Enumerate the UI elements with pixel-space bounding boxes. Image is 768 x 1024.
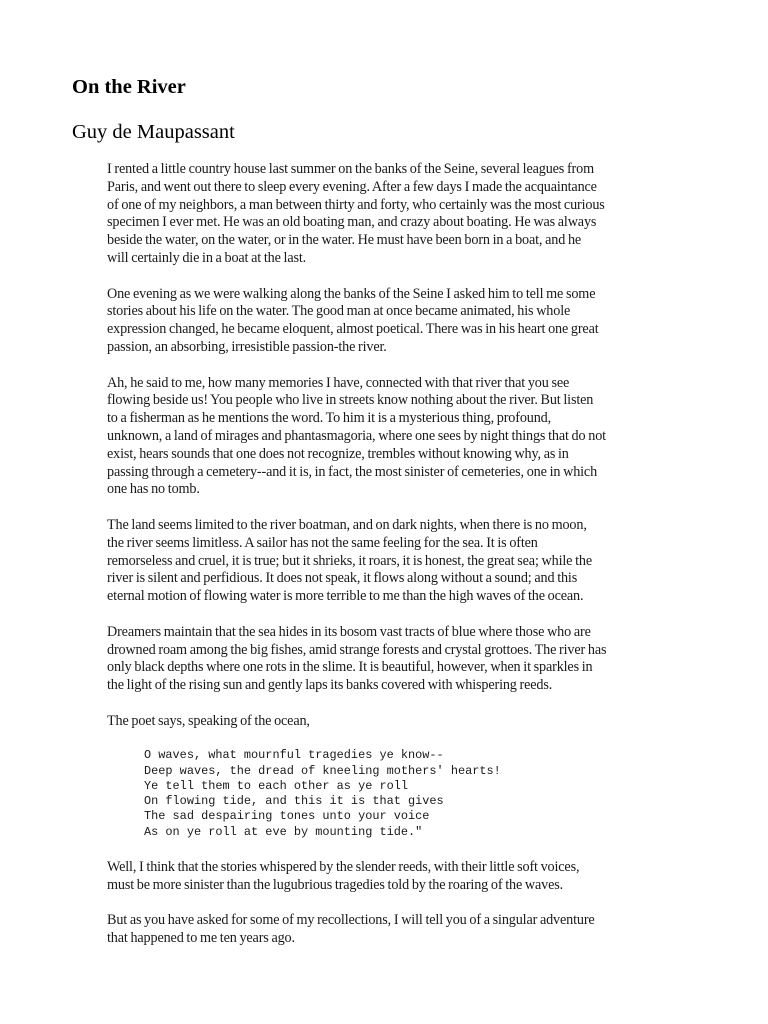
paragraph-7 [107,859,663,895]
text-line: the light of the rising sun and gently laps its banks covered with whispering reeds. [107,677,553,694]
text-line: flowing beside us! You people who live in streets know nothing about the river. But listen [107,392,594,409]
paragraph-3 [107,375,663,500]
text-line: one has no tomb. [107,481,200,498]
text-line: of one of my neighbors, a man between thirty and forty, who certainly was the most curious [107,196,605,213]
verse-line: Ye tell them to each other as ye roll [144,778,409,793]
text-line: The land seems limited to the river boatman, and on dark nights, when there is no moon, [107,516,587,533]
document-title: On the River [72,76,186,98]
paragraph-4 [107,517,663,606]
text-line: drowned roam among the big fishes, amid strange forests and crystal grottoes. The river has [107,641,607,658]
verse-line: O waves, what mournful tragedies ye know-- [144,748,444,763]
text-line: remorseless and cruel, it is true; but it shrieks, it roars, it is honest, the great sea; while the [107,552,592,569]
text-line: will certainly die in a boat at the last. [107,249,307,266]
text-line: passion, an absorbing, irresistible passion-the river. [107,338,387,355]
text-line: The poet says, speaking of the ocean, [107,712,310,729]
text-line: expression changed, he became eloquent, almost poetical. There was in his heart one great [107,321,599,338]
text-line: beside the water, on the water, or in the water. He must have been born in a boat, and he [107,232,582,249]
text-line: river is silent and perfidious. It does not speak, it flows along without a sound; and this [107,570,578,587]
verse-line: Deep waves, the dread of kneeling mothers' hearts! [144,763,501,778]
paragraph-2 [107,286,663,357]
text-line: only black depths where one rots in the slime. It is beautiful, however, when it sparkles in [107,659,593,676]
text-line: Ah, he said to me, how many memories I have, connected with that river that you see [107,374,570,391]
text-line: that happened to me ten years ago. [107,930,295,947]
verse-line: On flowing tide, and this it is that gives [144,794,444,809]
text-line: specimen I ever met. He was an old boating man, and crazy about boating. He was always [107,214,597,231]
text-line: eternal motion of flowing water is more terrible to me than the high waves of the ocean. [107,588,584,605]
verse-line: The sad despairing tones unto your voice [144,809,430,824]
paragraph-1 [107,161,663,268]
text-line: passing through a cemetery--and it is, in fact, the most sinister of cemeteries, one in which [107,463,598,480]
text-line: the river seems limitless. A sailor has not the same feeling for the sea. It is often [107,534,538,551]
text-line: Well, I think that the stories whispered by the slender reeds, with their little soft voices, [107,859,580,876]
text-line: Paris, and went out there to sleep every evening. After a few days I made the acquaintance [107,178,597,195]
text-line: exist, hears sounds that one does not recognize, trembles without knowing why, as in [107,445,569,462]
paragraph-8 [107,912,663,948]
verse-line: As on ye roll at eve by mounting tide." [144,824,423,839]
text-line: Dreamers maintain that the sea hides in its bosom vast tracts of blue where those who are [107,623,591,640]
paragraph-6 [107,713,663,731]
document-author: Guy de Maupassant [72,121,235,143]
text-line: I rented a little country house last summer on the banks of the Seine, several leagues from [107,161,594,177]
text-line: must be more sinister than the lugubrious tragedies told by the roaring of the waves. [107,876,563,893]
verse-block [144,748,663,840]
text-line: unknown, a land of mirages and phantasmagoria, where one sees by night things that do not [107,427,606,444]
text-line: But as you have asked for some of my recollections, I will tell you of a singular adventure [107,912,595,929]
text-line: stories about his life on the water. The good man at once became animated, his whole [107,303,571,320]
text-line: One evening as we were walking along the banks of the Seine I asked him to tell me some [107,285,596,302]
paragraph-5 [107,624,663,695]
document-body [107,161,663,966]
text-line: to a fisherman as he mentions the word. To him it is a mysterious thing, profound, [107,410,551,427]
